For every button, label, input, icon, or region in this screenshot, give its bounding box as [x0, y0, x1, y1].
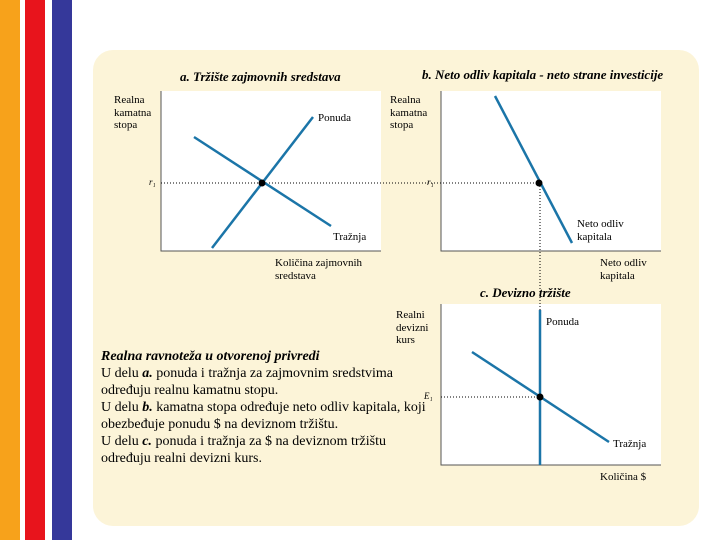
chart-b-x-label-line: Neto odliv: [600, 257, 647, 269]
caption-text: ponuda i tražnja za $ na deviznom tržištu određuju realni devizni kurs.: [101, 434, 386, 466]
plot-b-bg: [441, 91, 661, 251]
chart-c-y-label-line: devizni: [396, 321, 429, 334]
caption-part-tag: c.: [142, 434, 152, 449]
chart-c-y-label: [396, 309, 428, 347]
caption-text: U delu: [101, 400, 143, 415]
caption-paragraph-a: [101, 365, 431, 399]
chart-c-e1-tick: E₁: [424, 391, 433, 401]
caption-text: ponuda i tražnja za zajmovnim sredstvima određuju realnu kamatnu stopu.: [101, 366, 393, 398]
chart-b-y-label-line: kamatna: [390, 106, 428, 119]
caption-title: Realna ravnoteža u otvorenoj privredi: [101, 349, 320, 364]
equilibrium-point-b: [536, 180, 543, 187]
chart-b-curve-label-line: kapitala: [577, 230, 612, 243]
chart-b-x-label: [600, 257, 647, 282]
chart-a-x-label-line: sredstava: [275, 269, 316, 282]
caption-text: kamatna stopa određuje neto odliv kapitala, koji obezbeđuje ponudu $ na deviznom tržištu.: [101, 400, 426, 432]
caption-paragraph-c: [101, 433, 431, 467]
chart-b-y-label-line: Realna: [390, 94, 421, 106]
chart-b-curve-label: [577, 218, 624, 243]
chart-a-y-label-line: kamatna: [114, 106, 152, 119]
chart-b-y-label-line: stopa: [390, 119, 414, 132]
chart-a-supply-label: Ponuda: [318, 112, 351, 124]
caption: [101, 348, 431, 467]
chart-a-title: a. Tržište zajmovnih sredstava: [180, 69, 341, 84]
caption-text: U delu: [101, 434, 143, 449]
chart-a-r1-tick: r₁: [149, 177, 156, 187]
chart-a-x-label: [275, 257, 362, 282]
chart-c-x-label: Količina $: [600, 471, 647, 483]
chart-b-curve-label-line: Neto odliv: [577, 218, 624, 230]
chart-a-y-label: [114, 94, 151, 132]
chart-a-y-label-line: Realna: [114, 94, 145, 106]
equilibrium-point-a: [259, 180, 266, 187]
equilibrium-point-c: [537, 394, 544, 401]
caption-part-tag: a.: [142, 366, 153, 381]
chart-a-y-label-line: stopa: [114, 119, 138, 132]
caption-text: U delu: [101, 366, 143, 381]
chart-c-y-label-line: kurs: [396, 334, 415, 347]
chart-a-demand-label: Tražnja: [333, 231, 367, 243]
chart-b-r1-tick: r₁: [427, 177, 434, 187]
chart-b-title: b. Neto odliv kapitala - neto strane investicije: [422, 67, 664, 82]
chart-b-x-label-line: kapitala: [600, 269, 635, 282]
chart-c-supply-label: Ponuda: [546, 316, 579, 328]
caption-part-tag: b.: [142, 400, 153, 415]
chart-c-y-label-line: Realni: [396, 309, 425, 321]
chart-a-x-label-line: Količina zajmovnih: [275, 257, 363, 269]
chart-c-title: c. Devizno tržište: [480, 285, 571, 300]
chart-c-demand-label: Tražnja: [613, 438, 647, 450]
chart-b-y-label: [390, 94, 427, 132]
caption-paragraph-b: [101, 399, 431, 433]
